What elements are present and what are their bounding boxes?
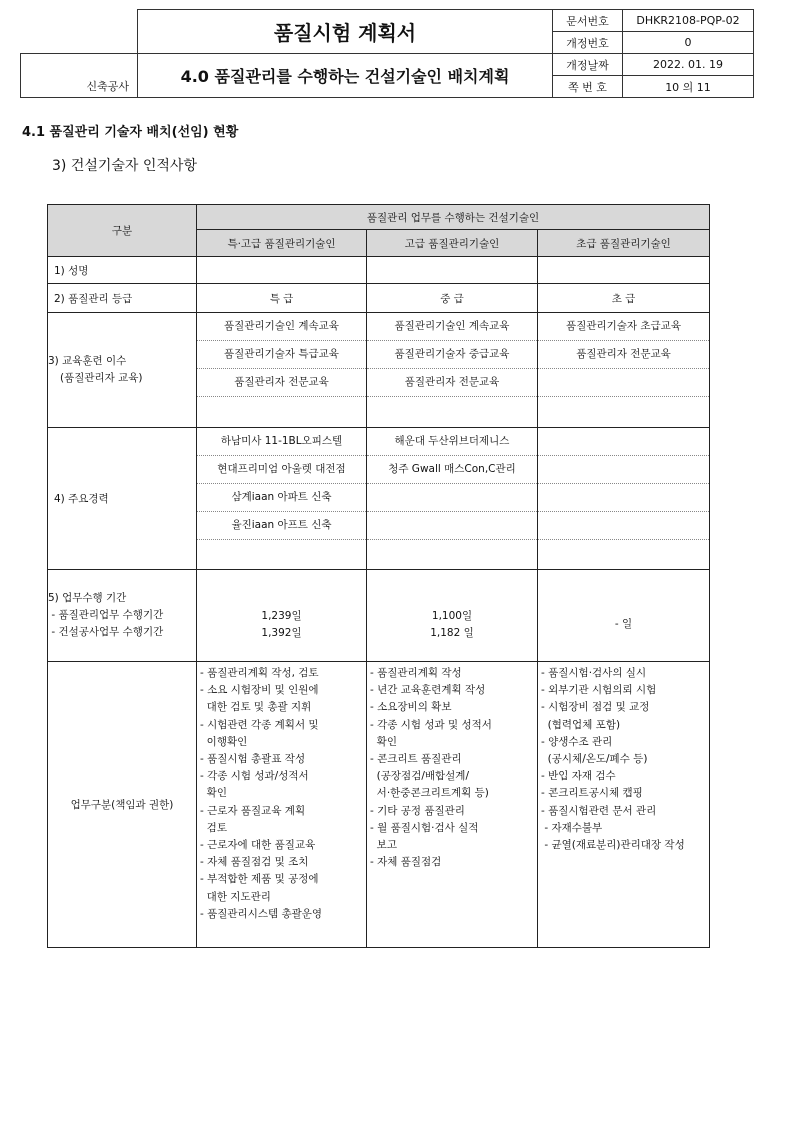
header-blank-cell <box>21 10 138 54</box>
duty-item: - 반입 자재 검수 <box>541 770 616 783</box>
row-label-name: 1) 성명 <box>48 257 197 284</box>
duty-item: 대한 지도관리 <box>200 890 271 903</box>
section-title: 4.1 품질관리 기술자 배치(선임) 현황 <box>22 125 239 140</box>
training-cell <box>197 313 367 428</box>
duty-item: 보고 <box>370 839 397 852</box>
duty-item: - 근로자에 대한 품질교육 <box>200 839 316 852</box>
training-item: 품질관리자 전문교육 <box>197 369 366 397</box>
duty-item: - 기타 공정 품질관리 <box>370 804 465 817</box>
duty-item: - 각종 시험 성과 및 성적서 <box>370 718 492 731</box>
subsection-title: 3) 건설기술자 인적사항 <box>52 158 197 174</box>
duration-label-line: - 건설공사업무 수행기간 <box>48 626 164 638</box>
duration-label-line: 5) 업무수행 기간 <box>48 592 127 604</box>
duty-item: - 품질시험관련 문서 관리 <box>541 804 657 817</box>
career-item: 청주 Gwall 매스Con,C관리 <box>367 456 537 484</box>
training-item-empty <box>538 397 709 424</box>
duration-value: 1,239일 <box>261 609 302 622</box>
duties-cell <box>367 662 538 948</box>
company-label: 신축공사 <box>21 54 138 98</box>
duty-item: - 외부기관 시험의뢰 시험 <box>541 684 657 697</box>
training-label-line: 3) 교육훈련 이수 <box>48 355 127 367</box>
training-item: 품질관리기술자 특급교육 <box>197 341 366 369</box>
training-cell <box>367 313 538 428</box>
training-item: 품질관리기술인 계속교육 <box>197 313 366 341</box>
training-item: 품질관리기술인 계속교육 <box>367 313 537 341</box>
career-item: 율진iaan 아프트 신축 <box>197 512 366 540</box>
grade-cell: 초 급 <box>538 284 710 313</box>
duty-item: 이행확인 <box>200 735 248 748</box>
duty-item: - 품질관리시스템 총괄운영 <box>200 907 323 920</box>
meta-value-rev-no: 0 <box>623 32 754 54</box>
duty-item: - 품질시험 총괄표 작성 <box>200 753 306 766</box>
duration-value: 1,182 일 <box>430 626 474 639</box>
name-cell <box>197 257 367 284</box>
duties-cell <box>538 662 710 948</box>
duty-item: - 콘크리트 품질관리 <box>370 753 462 766</box>
meta-label-page: 쪽 번 호 <box>553 76 623 98</box>
row-label-training <box>48 313 197 428</box>
duty-item: - 부적합한 제품 및 공정에 <box>200 873 319 886</box>
duty-item: 검토 <box>200 821 227 834</box>
duration-label-line: - 품질관리업무 수행기간 <box>48 609 164 621</box>
duty-item: - 품질관리계획 작성 <box>370 667 462 679</box>
duty-item: - 자재수불부 <box>541 821 603 834</box>
meta-label-rev-no: 개정번호 <box>553 32 623 54</box>
corner-header: 구분 <box>48 205 197 257</box>
career-cell <box>538 428 710 570</box>
duty-item: - 자체 품질점검 및 조치 <box>200 856 309 869</box>
duty-item: 확인 <box>370 735 397 748</box>
grade-cell: 중 급 <box>367 284 538 313</box>
duty-item: - 양생수조 관리 <box>541 735 613 748</box>
career-item-empty <box>538 512 709 540</box>
career-item-empty <box>367 540 537 567</box>
meta-value-page: 10 의 11 <box>623 76 754 98</box>
duty-item: - 품질관리계획 작성, 검토 <box>200 667 319 679</box>
meta-value-doc-no: DHKR2108-PQP-02 <box>623 10 754 32</box>
meta-value-rev-date: 2022. 01. 19 <box>623 54 754 76</box>
training-item-empty <box>538 369 709 397</box>
career-cell <box>197 428 367 570</box>
career-item: 삼계iaan 아파트 신축 <box>197 484 366 512</box>
engineer-table <box>47 204 710 948</box>
duty-item: - 자체 품질점검 <box>370 856 442 869</box>
training-cell <box>538 313 710 428</box>
training-label-line: (품질관리자 교육) <box>60 372 143 384</box>
training-item: 품질관리자 전문교육 <box>538 341 709 369</box>
row-label-duration <box>48 570 197 662</box>
duty-item: (공장점검/배합설계/ <box>370 770 469 783</box>
grade-cell: 특 급 <box>197 284 367 313</box>
training-item-empty <box>367 397 537 424</box>
career-item-empty <box>538 428 709 456</box>
duty-item: - 품질시험·검사의 실시 <box>541 667 647 679</box>
name-cell <box>538 257 710 284</box>
duty-item: - 근로자 품질교육 계획 <box>200 804 306 817</box>
career-cell <box>367 428 538 570</box>
training-item: 품질관리기술자 초급교육 <box>538 313 709 341</box>
column-header: 특·고급 품질관리기술인 <box>197 230 367 257</box>
duration-value: - 일 <box>614 618 633 630</box>
row-label-grade: 2) 품질관리 등급 <box>48 284 197 313</box>
duration-cell <box>538 570 710 662</box>
duty-item: 대한 검토 및 총괄 지휘 <box>200 701 312 714</box>
column-header: 고급 품질관리기술인 <box>367 230 538 257</box>
career-item-empty <box>367 484 537 512</box>
document-title: 품질시험 계획서 <box>138 10 553 54</box>
row-label-duties: 업무구분(책임과 권한) <box>48 662 197 948</box>
meta-label-rev-date: 개정날짜 <box>553 54 623 76</box>
duty-item: (협력업체 포함) <box>541 718 621 731</box>
duty-item: (공시체/온도/폐수 등) <box>541 753 648 766</box>
duration-cell <box>197 570 367 662</box>
duty-item: - 콘크리트공시체 캡핑 <box>541 787 643 800</box>
duties-cell <box>197 662 367 948</box>
training-item-empty <box>197 397 366 424</box>
duty-item: - 소요 시험장비 및 인원에 <box>200 684 319 697</box>
duty-item: - 시험장비 점검 및 교정 <box>541 701 650 714</box>
career-item-empty <box>538 456 709 484</box>
duty-item: - 각종 시험 성과/성적서 <box>200 770 309 783</box>
name-cell <box>367 257 538 284</box>
group-header: 품질관리 업무를 수행하는 건설기술인 <box>197 205 710 230</box>
career-item: 해운대 두산위브더제니스 <box>367 428 537 456</box>
career-item-empty <box>197 540 366 567</box>
duration-value: 1,100일 <box>431 609 473 622</box>
career-item-empty <box>367 512 537 540</box>
duty-item: - 소요장비의 확보 <box>370 701 452 714</box>
career-item-empty <box>538 540 709 567</box>
document-header <box>20 9 754 98</box>
career-item-empty <box>538 484 709 512</box>
meta-label-doc-no: 문서번호 <box>553 10 623 32</box>
career-item: 하남미사 11-1BL오피스텔 <box>197 428 366 456</box>
duty-item: 확인 <box>200 787 227 800</box>
training-item: 품질관리기술자 중급교육 <box>367 341 537 369</box>
duty-item: 서·한중콘크리트계획 등) <box>370 787 489 800</box>
training-item: 품질관리자 전문교육 <box>367 369 537 397</box>
duration-cell <box>367 570 538 662</box>
career-item: 현대프리미엄 아울렛 대전점 <box>197 456 366 484</box>
duty-item: - 균열(재료분리)관리대장 작성 <box>541 839 685 852</box>
column-header: 초급 품질관리기술인 <box>538 230 710 257</box>
duty-item: - 년간 교육훈련계획 작성 <box>370 684 486 697</box>
duration-value: 1,392일 <box>261 626 302 639</box>
row-label-career: 4) 주요경력 <box>48 428 197 570</box>
document-subtitle: 4.0 품질관리를 수행하는 건설기술인 배치계획 <box>138 54 553 98</box>
duty-item: - 시험관련 각종 계획서 및 <box>200 718 319 731</box>
duty-item: - 월 품질시험·검사 실적 <box>370 821 479 834</box>
